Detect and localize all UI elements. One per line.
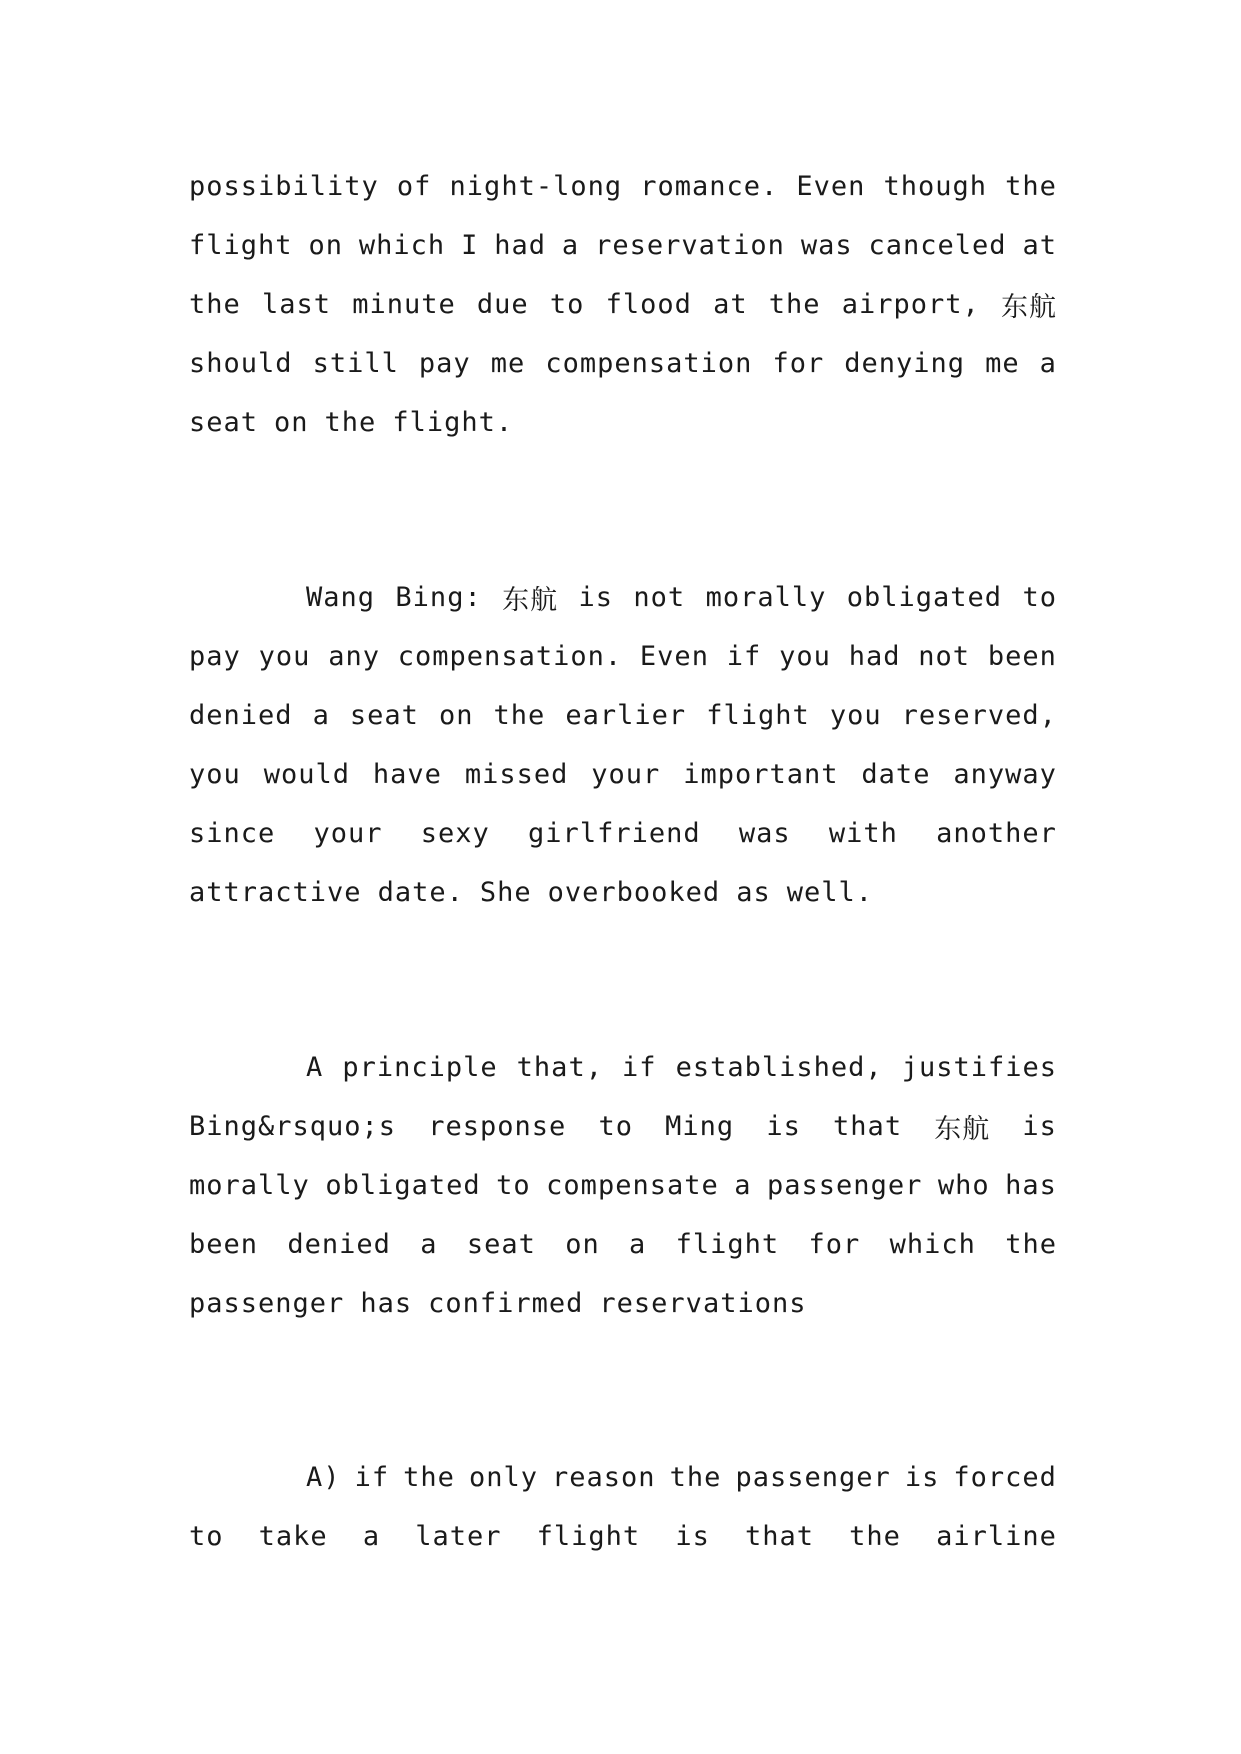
- word: forced: [953, 1462, 1057, 1493]
- word: due: [476, 289, 529, 320]
- word: you: [258, 641, 311, 672]
- word: reservations: [599, 1288, 807, 1319]
- word: since: [189, 818, 276, 849]
- word: if: [622, 1052, 657, 1083]
- word: night-long: [449, 171, 623, 202]
- word: compensation: [545, 348, 753, 379]
- word: me: [490, 348, 526, 379]
- word: possibility: [189, 171, 379, 202]
- text-line: [189, 1097, 1057, 1156]
- word: compensation.: [397, 641, 623, 672]
- word: a: [312, 700, 330, 731]
- word: has: [360, 1288, 413, 1319]
- word: girlfriend: [528, 818, 701, 849]
- text-line: [189, 863, 1057, 922]
- word: the: [324, 407, 377, 438]
- word: you: [829, 700, 882, 731]
- word: justifies: [901, 1052, 1057, 1083]
- word: which: [358, 230, 446, 261]
- word: flight: [189, 230, 293, 261]
- word: at: [1022, 230, 1057, 261]
- word: a: [1039, 348, 1057, 379]
- word: 东航: [502, 585, 559, 616]
- word: A: [306, 1052, 324, 1083]
- word: seat: [189, 407, 259, 438]
- word: take: [258, 1521, 328, 1552]
- text-line: [189, 1274, 1057, 1333]
- word: to: [549, 289, 585, 320]
- word: Bing&rsquo;s: [189, 1111, 397, 1142]
- word: is: [766, 1111, 801, 1142]
- word: romance.: [640, 171, 779, 202]
- word: to: [1022, 582, 1057, 613]
- word: morally: [189, 1170, 310, 1201]
- word: on: [438, 700, 474, 731]
- word: Wang: [306, 582, 376, 613]
- word: the: [1005, 171, 1057, 202]
- word: on: [565, 1229, 600, 1260]
- word: on: [308, 230, 343, 261]
- word: denied: [189, 700, 293, 731]
- word: the: [403, 1462, 455, 1493]
- paragraph-option-a: [189, 1448, 1057, 1566]
- word: response: [428, 1111, 567, 1142]
- word: if: [354, 1462, 390, 1493]
- word: flood: [605, 289, 692, 320]
- word: another: [936, 818, 1057, 849]
- text-line: [189, 1215, 1057, 1274]
- text-line: [189, 1156, 1057, 1215]
- word: passenger: [189, 1288, 345, 1319]
- word: important: [683, 759, 839, 790]
- word: the: [768, 289, 821, 320]
- word: is: [904, 1462, 940, 1493]
- word: reserved,: [901, 700, 1057, 731]
- word: Even: [639, 641, 709, 672]
- word: had: [494, 230, 547, 261]
- word: Even: [796, 171, 866, 202]
- word: passenger: [767, 1170, 923, 1201]
- paragraph-principle: [189, 1038, 1057, 1333]
- text-line: [189, 627, 1057, 686]
- word: any: [328, 641, 380, 672]
- word: only: [468, 1462, 538, 1493]
- word: which: [889, 1229, 976, 1260]
- text-line: [189, 334, 1057, 393]
- word: A): [306, 1462, 341, 1493]
- word: airport,: [841, 289, 980, 320]
- text-line: [189, 568, 1057, 627]
- word: seat: [349, 700, 419, 731]
- word: is: [675, 1521, 710, 1552]
- word: a: [734, 1170, 752, 1201]
- word: obligated: [325, 1170, 481, 1201]
- word: She: [479, 877, 532, 908]
- word: the: [669, 1462, 722, 1493]
- text-line: [189, 1448, 1057, 1507]
- word: flight: [536, 1521, 641, 1552]
- word: 东航: [934, 1114, 991, 1145]
- word: pay: [418, 348, 471, 379]
- word: reservation: [595, 230, 785, 261]
- word: minute: [352, 289, 456, 320]
- text-line: [189, 745, 1057, 804]
- paragraph-1: [189, 157, 1057, 452]
- word: last: [261, 289, 331, 320]
- word: that,: [516, 1052, 603, 1083]
- word: confirmed: [428, 1288, 584, 1319]
- word: not: [918, 641, 971, 672]
- word: seat: [466, 1229, 536, 1260]
- word: a: [362, 1521, 381, 1552]
- word: denying: [844, 348, 966, 379]
- word: pay: [189, 641, 241, 672]
- word: a: [420, 1229, 438, 1260]
- word: canceled: [868, 230, 1007, 261]
- word: that: [833, 1111, 903, 1142]
- word: you: [189, 759, 241, 790]
- word: me: [985, 348, 1020, 379]
- word: attractive: [189, 877, 362, 908]
- word: a: [629, 1229, 647, 1260]
- word: on: [274, 407, 309, 438]
- word: passenger: [735, 1462, 891, 1493]
- word: of: [396, 171, 432, 202]
- word: to: [496, 1170, 531, 1201]
- word: Bing:: [395, 582, 482, 613]
- word: anyway: [953, 759, 1057, 790]
- word: was: [738, 818, 791, 849]
- word: have: [372, 759, 442, 790]
- word: flight.: [392, 407, 514, 438]
- word: for: [772, 348, 825, 379]
- word: later: [415, 1521, 502, 1552]
- word: has: [1005, 1170, 1057, 1201]
- word: you: [779, 641, 831, 672]
- paragraph-wang-bing: [189, 568, 1057, 922]
- word: should: [189, 348, 293, 379]
- word: if: [726, 641, 762, 672]
- text-line: [189, 393, 1057, 452]
- text-line: [189, 216, 1057, 275]
- word: compensate: [546, 1170, 719, 1201]
- word: established,: [675, 1052, 883, 1083]
- word: missed: [464, 759, 569, 790]
- text-line: [189, 686, 1057, 745]
- word: flight: [675, 1229, 780, 1260]
- word: as: [736, 877, 771, 908]
- word: for: [808, 1229, 861, 1260]
- word: not: [633, 582, 686, 613]
- text-line: [189, 275, 1057, 334]
- word: date: [861, 759, 931, 790]
- word: airline: [936, 1521, 1057, 1552]
- word: reason: [552, 1462, 656, 1493]
- word: been: [189, 1229, 259, 1260]
- word: the: [189, 289, 241, 320]
- word: at: [713, 289, 748, 320]
- word: your: [313, 818, 383, 849]
- word: denied: [287, 1229, 391, 1260]
- word: flight: [706, 700, 810, 731]
- word: still: [312, 348, 399, 379]
- word: a: [561, 230, 580, 261]
- word: though: [883, 171, 988, 202]
- word: the: [1005, 1229, 1057, 1260]
- word: to: [598, 1111, 633, 1142]
- word: with: [828, 818, 898, 849]
- text-line: [189, 1507, 1057, 1566]
- word: Ming: [665, 1111, 735, 1142]
- word: obligated: [846, 582, 1003, 613]
- word: date.: [377, 877, 464, 908]
- word: earlier: [565, 700, 687, 731]
- word: well.: [786, 877, 873, 908]
- word: to: [189, 1521, 224, 1552]
- word: overbooked: [547, 877, 721, 908]
- word: the: [849, 1521, 901, 1552]
- text-line: [189, 804, 1057, 863]
- text-line: [189, 157, 1057, 216]
- word: is: [1022, 1111, 1057, 1142]
- word: the: [493, 700, 546, 731]
- word: sexy: [420, 818, 490, 849]
- word: would: [263, 759, 350, 790]
- word: I: [461, 230, 479, 261]
- word: was: [800, 230, 853, 261]
- word: had: [848, 641, 901, 672]
- text-line: [189, 1038, 1057, 1097]
- word: is: [578, 582, 613, 613]
- word: who: [937, 1170, 990, 1201]
- word: been: [987, 641, 1057, 672]
- word: principle: [342, 1052, 498, 1083]
- word: 东航: [1000, 292, 1057, 323]
- word: that: [745, 1521, 815, 1552]
- word: your: [591, 759, 661, 790]
- word: morally: [705, 582, 827, 613]
